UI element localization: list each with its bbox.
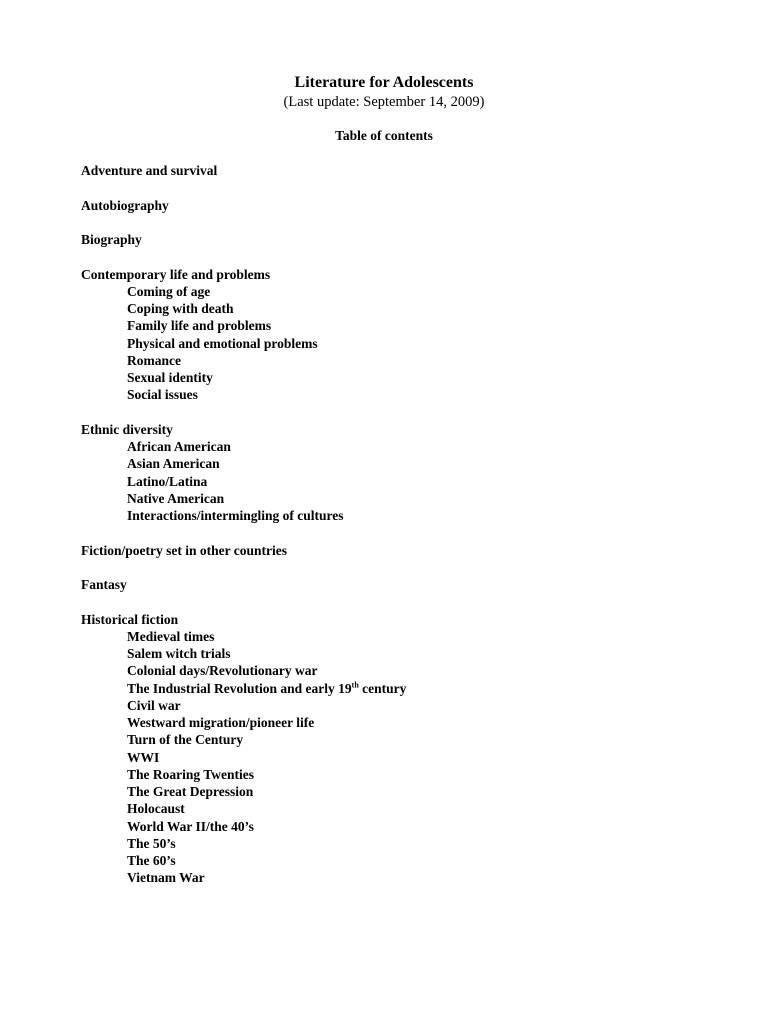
toc-subsection-item: Family life and problems (127, 318, 272, 334)
document-title: Literature for Adolescents (294, 74, 474, 91)
toc-subsection-item: Civil war (127, 697, 181, 713)
toc-subsection-item: The 50’s (127, 835, 176, 851)
toc-subsection-item: WWI (127, 749, 160, 765)
toc-subsection-item: Westward migration/pioneer life (127, 715, 315, 730)
toc-section-title: Ethnic diversity (81, 421, 173, 437)
toc-section-contemporary-life-and-problems (81, 266, 721, 404)
toc-subsection-item: Coping with death (127, 301, 234, 316)
toc-section-title: Biography (81, 232, 142, 247)
toc-subsection-item: Turn of the Century (127, 732, 244, 748)
toc-section-title: Adventure and survival (81, 163, 218, 178)
toc-section-fantasy (81, 576, 721, 593)
toc-subsection-item: Coming of age (127, 283, 211, 299)
toc-subsection-item: Salem witch trials (127, 646, 231, 661)
toc-section-historical-fiction (81, 611, 721, 887)
toc-section-ethnic-diversity (81, 421, 721, 525)
toc-section-biography (81, 231, 721, 248)
toc-subsection-item: Interactions/intermingling of cultures (127, 508, 344, 523)
toc-subsection-item: Physical and emotional problems (127, 335, 318, 351)
toc-subsection-item: Social issues (127, 387, 198, 403)
toc-heading: Table of contents (335, 128, 433, 143)
toc-subsection-item: World War II/the 40’s (127, 818, 254, 834)
toc-subsection-item: The Industrial Revolution and early 19th century (127, 680, 407, 696)
last-update-line: (Last update: September 14, 2009) (283, 94, 485, 110)
toc-subsection-item: The Roaring Twenties (127, 766, 255, 782)
toc-subsection-item: Medieval times (127, 628, 215, 644)
toc-section-title: Fiction/poetry set in other countries (81, 542, 287, 558)
toc-subsection-item: Romance (127, 352, 181, 368)
toc-subsection-item: Vietnam War (127, 870, 205, 886)
toc-subsection-item: Native American (127, 490, 225, 506)
toc-section-autobiography (81, 197, 721, 214)
toc-section-title: Historical fiction (81, 611, 179, 627)
toc-subsection-item: Latino/Latina (127, 473, 208, 489)
toc-section-title: Autobiography (81, 197, 169, 213)
toc-section-title: Contemporary life and problems (81, 266, 271, 282)
toc-section-fiction-poetry-set-in-other-countries (81, 542, 721, 559)
toc-subsection-item: Colonial days/Revolutionary war (127, 663, 318, 679)
toc-section-adventure-and-survival (81, 162, 721, 179)
toc-subsection-item: Sexual identity (127, 370, 213, 385)
toc-section-title: Fantasy (81, 577, 127, 592)
table-of-contents (81, 162, 721, 904)
toc-subsection-item: The 60’s (127, 853, 176, 868)
toc-subsection-item: Holocaust (127, 801, 185, 817)
toc-subsection-item: The Great Depression (127, 784, 254, 799)
toc-subsection-item: African American (127, 439, 231, 454)
toc-subsection-item: Asian American (127, 456, 220, 472)
